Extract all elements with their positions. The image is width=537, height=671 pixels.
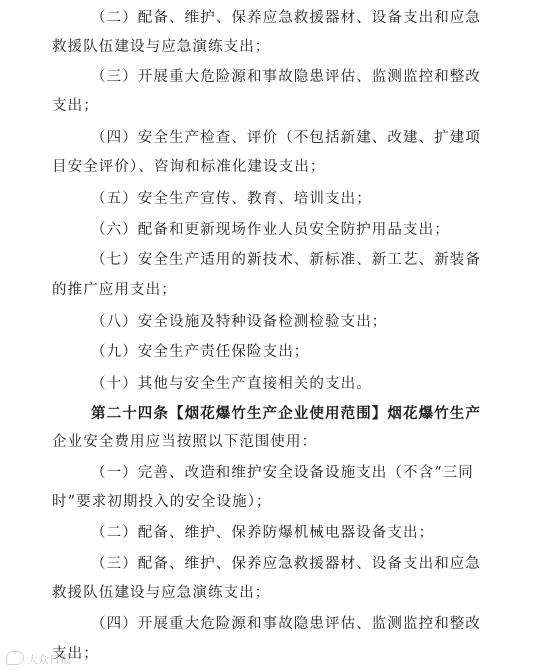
watermark-text: 大众日报 [27, 653, 71, 666]
text-line-18: （二）配备、维护、保养防爆机械电器设备支出； [91, 525, 435, 541]
text-line-10: 的推广应用支出； [52, 282, 177, 298]
text-line-15: 企业安全费用应当按照以下范围使用： [52, 434, 318, 450]
watermark-logo-icon [6, 651, 24, 665]
text-line-2: 救援队伍建设与应急演练支出； [52, 39, 271, 55]
text-line-21: （四）开展重大危险源和事故隐患评估、监测监控和整改 [91, 616, 481, 632]
text-line-22: 支出； [52, 646, 99, 662]
text-line-3: （三）开展重大危险源和事故隐患评估、监测监控和整改 [91, 69, 481, 85]
watermark [6, 651, 71, 667]
text-line-13: （十）其他与安全生产直接相关的支出。 [91, 376, 372, 392]
text-line-17: 时”要求初期投入的安全设施）； [52, 494, 272, 510]
text-line-9: （七）安全生产适用的新技术、新标准、新工艺、新装备 [91, 252, 481, 268]
text-line-6: 目安全评价）、咨询和标准化建设支出； [52, 159, 326, 175]
text-line-16: （一）完善、改造和维护安全设备设施支出（不含“三同 [91, 465, 474, 481]
article-heading: 第二十四条【烟花爆竹生产企业使用范围】烟花爆竹生产 [91, 405, 481, 422]
text-line-4: 支出； [52, 98, 99, 114]
text-line-12: （九）安全生产责任保险支出； [91, 344, 310, 360]
text-line-11: （八）安全设施及特种设备检测检验支出； [91, 314, 388, 330]
text-line-7: （五）安全生产宣传、教育、培训支出； [91, 191, 372, 207]
text-line-5: （四）安全生产检查、评价（不包括新建、改建、扩建项 [91, 130, 481, 146]
text-line-8: （六）配备和更新现场作业人员安全防护用品支出； [91, 222, 450, 238]
text-line-20: 救援队伍建设与应急演练支出； [52, 585, 271, 601]
text-line-1: （二）配备、维护、保养应急救援器材、设备支出和应急 [91, 10, 481, 26]
text-line-19: （三）配备、维护、保养应急救援器材、设备支出和应急 [91, 556, 481, 572]
